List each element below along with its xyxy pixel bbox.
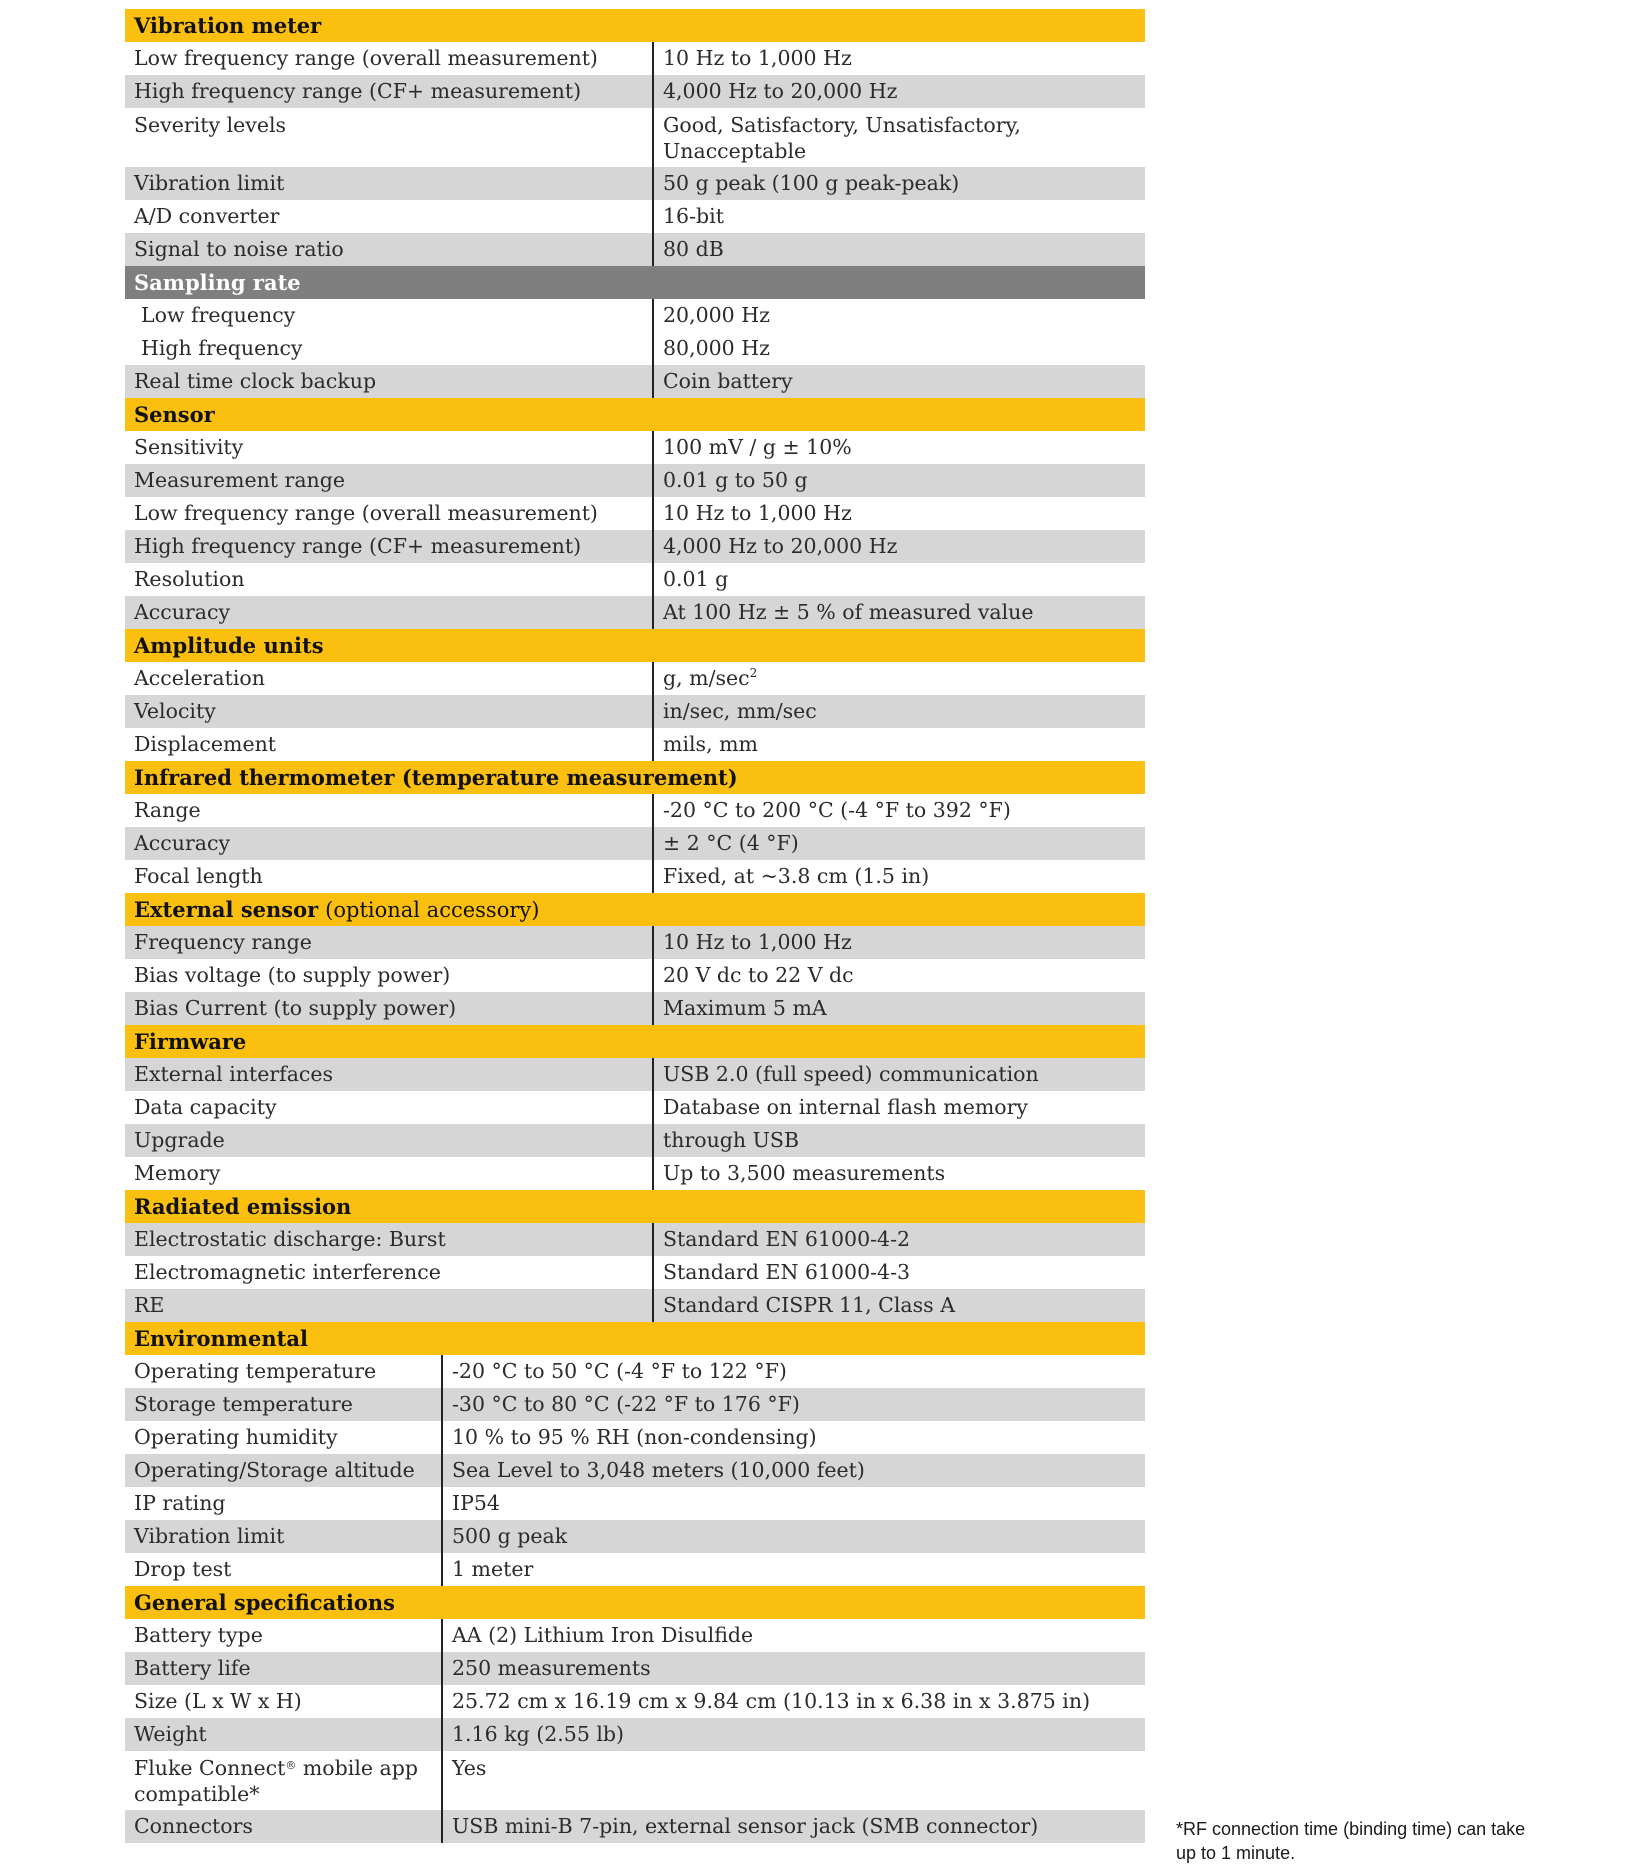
spec-label: Bias Current (to supply power) xyxy=(125,992,654,1025)
spec-row xyxy=(125,563,1145,596)
spec-label-line-1 xyxy=(134,1755,433,1781)
spec-label: Vibration limit xyxy=(125,1520,443,1553)
spec-row xyxy=(125,108,1145,167)
spec-label: Electrostatic discharge: Burst xyxy=(125,1223,654,1256)
section-header-sensor xyxy=(125,398,1145,431)
spec-label: Sensitivity xyxy=(125,431,654,464)
spec-label: Acceleration xyxy=(125,662,654,695)
spec-row xyxy=(125,431,1145,464)
spec-label: Real time clock backup xyxy=(125,365,654,398)
section-title: Vibration meter xyxy=(134,13,322,38)
spec-label: High frequency range (CF+ measurement) xyxy=(125,75,654,108)
spec-label: Operating/Storage altitude xyxy=(125,1454,443,1487)
spec-row xyxy=(125,860,1145,893)
specifications-table xyxy=(125,9,1145,1843)
spec-value: through USB xyxy=(663,1128,800,1152)
spec-value: Up to 3,500 measurements xyxy=(663,1161,946,1185)
section-header-general-specifications xyxy=(125,1586,1145,1619)
spec-label: Velocity xyxy=(125,695,654,728)
spec-value: 100 mV / g ± 10% xyxy=(663,435,852,459)
section-title: Amplitude units xyxy=(134,633,324,658)
spec-row xyxy=(125,794,1145,827)
spec-value: -30 °C to 80 °C (-22 °F to 176 °F) xyxy=(452,1392,800,1416)
section-title: Infrared thermometer (temperature measurement) xyxy=(134,765,738,790)
section-header-external-sensor xyxy=(125,893,1145,926)
spec-value: 250 measurements xyxy=(452,1656,651,1680)
spec-row xyxy=(125,959,1145,992)
spec-label: Signal to noise ratio xyxy=(125,233,654,266)
spec-row xyxy=(125,233,1145,266)
section-title: Firmware xyxy=(134,1029,247,1054)
spec-value: -20 °C to 200 °C (-4 °F to 392 °F) xyxy=(663,798,1011,822)
spec-row xyxy=(125,926,1145,959)
spec-value: 10 % to 95 % RH (non-condensing) xyxy=(452,1425,817,1449)
spec-label: Measurement range xyxy=(125,464,654,497)
spec-label: Low frequency xyxy=(125,299,654,332)
spec-label: Operating temperature xyxy=(125,1355,443,1388)
spec-value: Database on internal flash memory xyxy=(663,1095,1028,1119)
spec-value: 500 g peak xyxy=(452,1524,568,1548)
spec-row xyxy=(125,992,1145,1025)
spec-value: 0.01 g xyxy=(663,567,729,591)
spec-value: mils, mm xyxy=(663,732,758,756)
spec-label: Low frequency range (overall measurement) xyxy=(125,497,654,530)
spec-row xyxy=(125,596,1145,629)
section-title: Environmental xyxy=(134,1326,308,1351)
spec-value: 80 dB xyxy=(663,237,724,261)
section-header-sampling-rate xyxy=(125,266,1145,299)
spec-row xyxy=(125,332,1145,365)
section-header-environmental xyxy=(125,1322,1145,1355)
spec-row xyxy=(125,75,1145,108)
spec-value: AA (2) Lithium Iron Disulfide xyxy=(452,1623,754,1647)
spec-value: 4,000 Hz to 20,000 Hz xyxy=(663,79,898,103)
spec-row xyxy=(125,1388,1145,1421)
spec-value: 10 Hz to 1,000 Hz xyxy=(663,46,852,70)
spec-row xyxy=(125,1751,1145,1810)
spec-value: 10 Hz to 1,000 Hz xyxy=(663,930,852,954)
spec-row xyxy=(125,200,1145,233)
spec-label xyxy=(125,1751,443,1810)
spec-row xyxy=(125,1256,1145,1289)
section-header-firmware xyxy=(125,1025,1145,1058)
spec-label: Size (L x W x H) xyxy=(125,1685,443,1718)
spec-value: 4,000 Hz to 20,000 Hz xyxy=(663,534,898,558)
spec-label: Storage temperature xyxy=(125,1388,443,1421)
spec-label: Bias voltage (to supply power) xyxy=(125,959,654,992)
spec-label: Drop test xyxy=(125,1553,443,1586)
spec-value: Standard EN 61000-4-3 xyxy=(663,1260,911,1284)
spec-row xyxy=(125,1685,1145,1718)
spec-value: 80,000 Hz xyxy=(663,336,770,360)
spec-row xyxy=(125,497,1145,530)
spec-value: 20 V dc to 22 V dc xyxy=(663,963,854,987)
spec-value: 10 Hz to 1,000 Hz xyxy=(663,501,852,525)
spec-label: Focal length xyxy=(125,860,654,893)
spec-row xyxy=(125,299,1145,332)
spec-value-text: g, m/sec xyxy=(663,666,750,690)
spec-value: Maximum 5 mA xyxy=(663,996,827,1020)
spec-row xyxy=(125,728,1145,761)
footnote: *RF connection time (binding time) can take up to 1 minute. xyxy=(1176,1819,1526,1863)
spec-label: Battery life xyxy=(125,1652,443,1685)
spec-label: Resolution xyxy=(125,563,654,596)
section-header-infrared-thermometer xyxy=(125,761,1145,794)
spec-label: Operating humidity xyxy=(125,1421,443,1454)
section-title-note: (optional accessory) xyxy=(325,897,540,922)
spec-value: ± 2 °C (4 °F) xyxy=(663,831,799,855)
spec-row xyxy=(125,530,1145,563)
section-title: External sensor xyxy=(134,897,319,922)
section-title: Radiated emission xyxy=(134,1194,352,1219)
spec-row xyxy=(125,1487,1145,1520)
spec-value: Standard CISPR 11, Class A xyxy=(663,1293,956,1317)
spec-label: Electromagnetic interference xyxy=(125,1256,654,1289)
section-header-vibration-meter xyxy=(125,9,1145,42)
spec-value: 0.01 g to 50 g xyxy=(663,468,808,492)
section-header-radiated-emission xyxy=(125,1190,1145,1223)
section-header-amplitude-units xyxy=(125,629,1145,662)
spec-row xyxy=(125,1810,1145,1843)
spec-value: USB 2.0 (full speed) communication xyxy=(663,1062,1039,1086)
spec-row xyxy=(125,1421,1145,1454)
spec-row xyxy=(125,1520,1145,1553)
spec-label: High frequency range (CF+ measurement) xyxy=(125,530,654,563)
spec-label: Displacement xyxy=(125,728,654,761)
section-title: Sampling rate xyxy=(134,270,301,295)
spec-value: Standard EN 61000-4-2 xyxy=(663,1227,911,1251)
spec-label: Connectors xyxy=(125,1810,443,1843)
spec-value: At 100 Hz ± 5 % of measured value xyxy=(663,600,1034,624)
spec-row xyxy=(125,1454,1145,1487)
spec-row xyxy=(125,464,1145,497)
spec-label: Battery type xyxy=(125,1619,443,1652)
spec-row xyxy=(125,1355,1145,1388)
spec-label: Memory xyxy=(125,1157,654,1190)
spec-label: RE xyxy=(125,1289,654,1322)
registered-mark: ® xyxy=(285,1759,297,1772)
spec-row xyxy=(125,1652,1145,1685)
spec-value: Fixed, at ~3.8 cm (1.5 in) xyxy=(663,864,930,888)
spec-label-text: Fluke Connect xyxy=(134,1756,286,1780)
spec-label: Data capacity xyxy=(125,1091,654,1124)
spec-label: Accuracy xyxy=(125,827,654,860)
spec-label-text-rest: mobile app xyxy=(296,1756,418,1780)
spec-row xyxy=(125,1157,1145,1190)
spec-value: Yes xyxy=(452,1756,487,1780)
spec-value: 25.72 cm x 16.19 cm x 9.84 cm (10.13 in x 6.38 in x 3.875 in) xyxy=(452,1689,1091,1713)
spec-row xyxy=(125,1058,1145,1091)
spec-label: Vibration limit xyxy=(125,167,654,200)
spec-value: IP54 xyxy=(452,1491,500,1515)
spec-row xyxy=(125,42,1145,75)
spec-row xyxy=(125,365,1145,398)
spec-row xyxy=(125,827,1145,860)
section-title: Sensor xyxy=(134,402,215,427)
spec-value: 1.16 kg (2.55 lb) xyxy=(452,1722,625,1746)
spec-label: Accuracy xyxy=(125,596,654,629)
spec-label: A/D converter xyxy=(125,200,654,233)
spec-value-line-2: Unacceptable xyxy=(663,139,807,163)
spec-value: Coin battery xyxy=(663,369,793,393)
spec-value: 50 g peak (100 g peak-peak) xyxy=(663,171,960,195)
spec-value: 1 meter xyxy=(452,1557,534,1581)
spec-row xyxy=(125,1124,1145,1157)
spec-label: Severity levels xyxy=(125,108,654,167)
spec-value xyxy=(654,108,1145,167)
spec-row xyxy=(125,695,1145,728)
spec-value: Sea Level to 3,048 meters (10,000 feet) xyxy=(452,1458,865,1482)
spec-value: in/sec, mm/sec xyxy=(663,699,817,723)
spec-row xyxy=(125,1289,1145,1322)
spec-label: Range xyxy=(125,794,654,827)
spec-row xyxy=(125,1553,1145,1586)
spec-label-line-2: compatible* xyxy=(134,1782,260,1806)
spec-value: 20,000 Hz xyxy=(663,303,770,327)
spec-label: High frequency xyxy=(125,332,654,365)
spec-label: Weight xyxy=(125,1718,443,1751)
spec-label: External interfaces xyxy=(125,1058,654,1091)
spec-label: IP rating xyxy=(125,1487,443,1520)
spec-row xyxy=(125,1223,1145,1256)
superscript: 2 xyxy=(749,666,758,680)
spec-row xyxy=(125,1091,1145,1124)
spec-row xyxy=(125,167,1145,200)
spec-row xyxy=(125,662,1145,695)
spec-label: Low frequency range (overall measurement) xyxy=(125,42,654,75)
spec-label: Frequency range xyxy=(125,926,654,959)
spec-value: 16-bit xyxy=(663,204,724,228)
spec-value: USB mini-B 7-pin, external sensor jack (SMB connector) xyxy=(452,1814,1039,1838)
spec-row xyxy=(125,1718,1145,1751)
section-title: General specifications xyxy=(134,1590,395,1615)
spec-value: -20 °C to 50 °C (-4 °F to 122 °F) xyxy=(452,1359,787,1383)
spec-label: Upgrade xyxy=(125,1124,654,1157)
spec-value-line-1: Good, Satisfactory, Unsatisfactory, xyxy=(663,113,1021,137)
spec-value xyxy=(654,662,1145,695)
spec-row xyxy=(125,1619,1145,1652)
